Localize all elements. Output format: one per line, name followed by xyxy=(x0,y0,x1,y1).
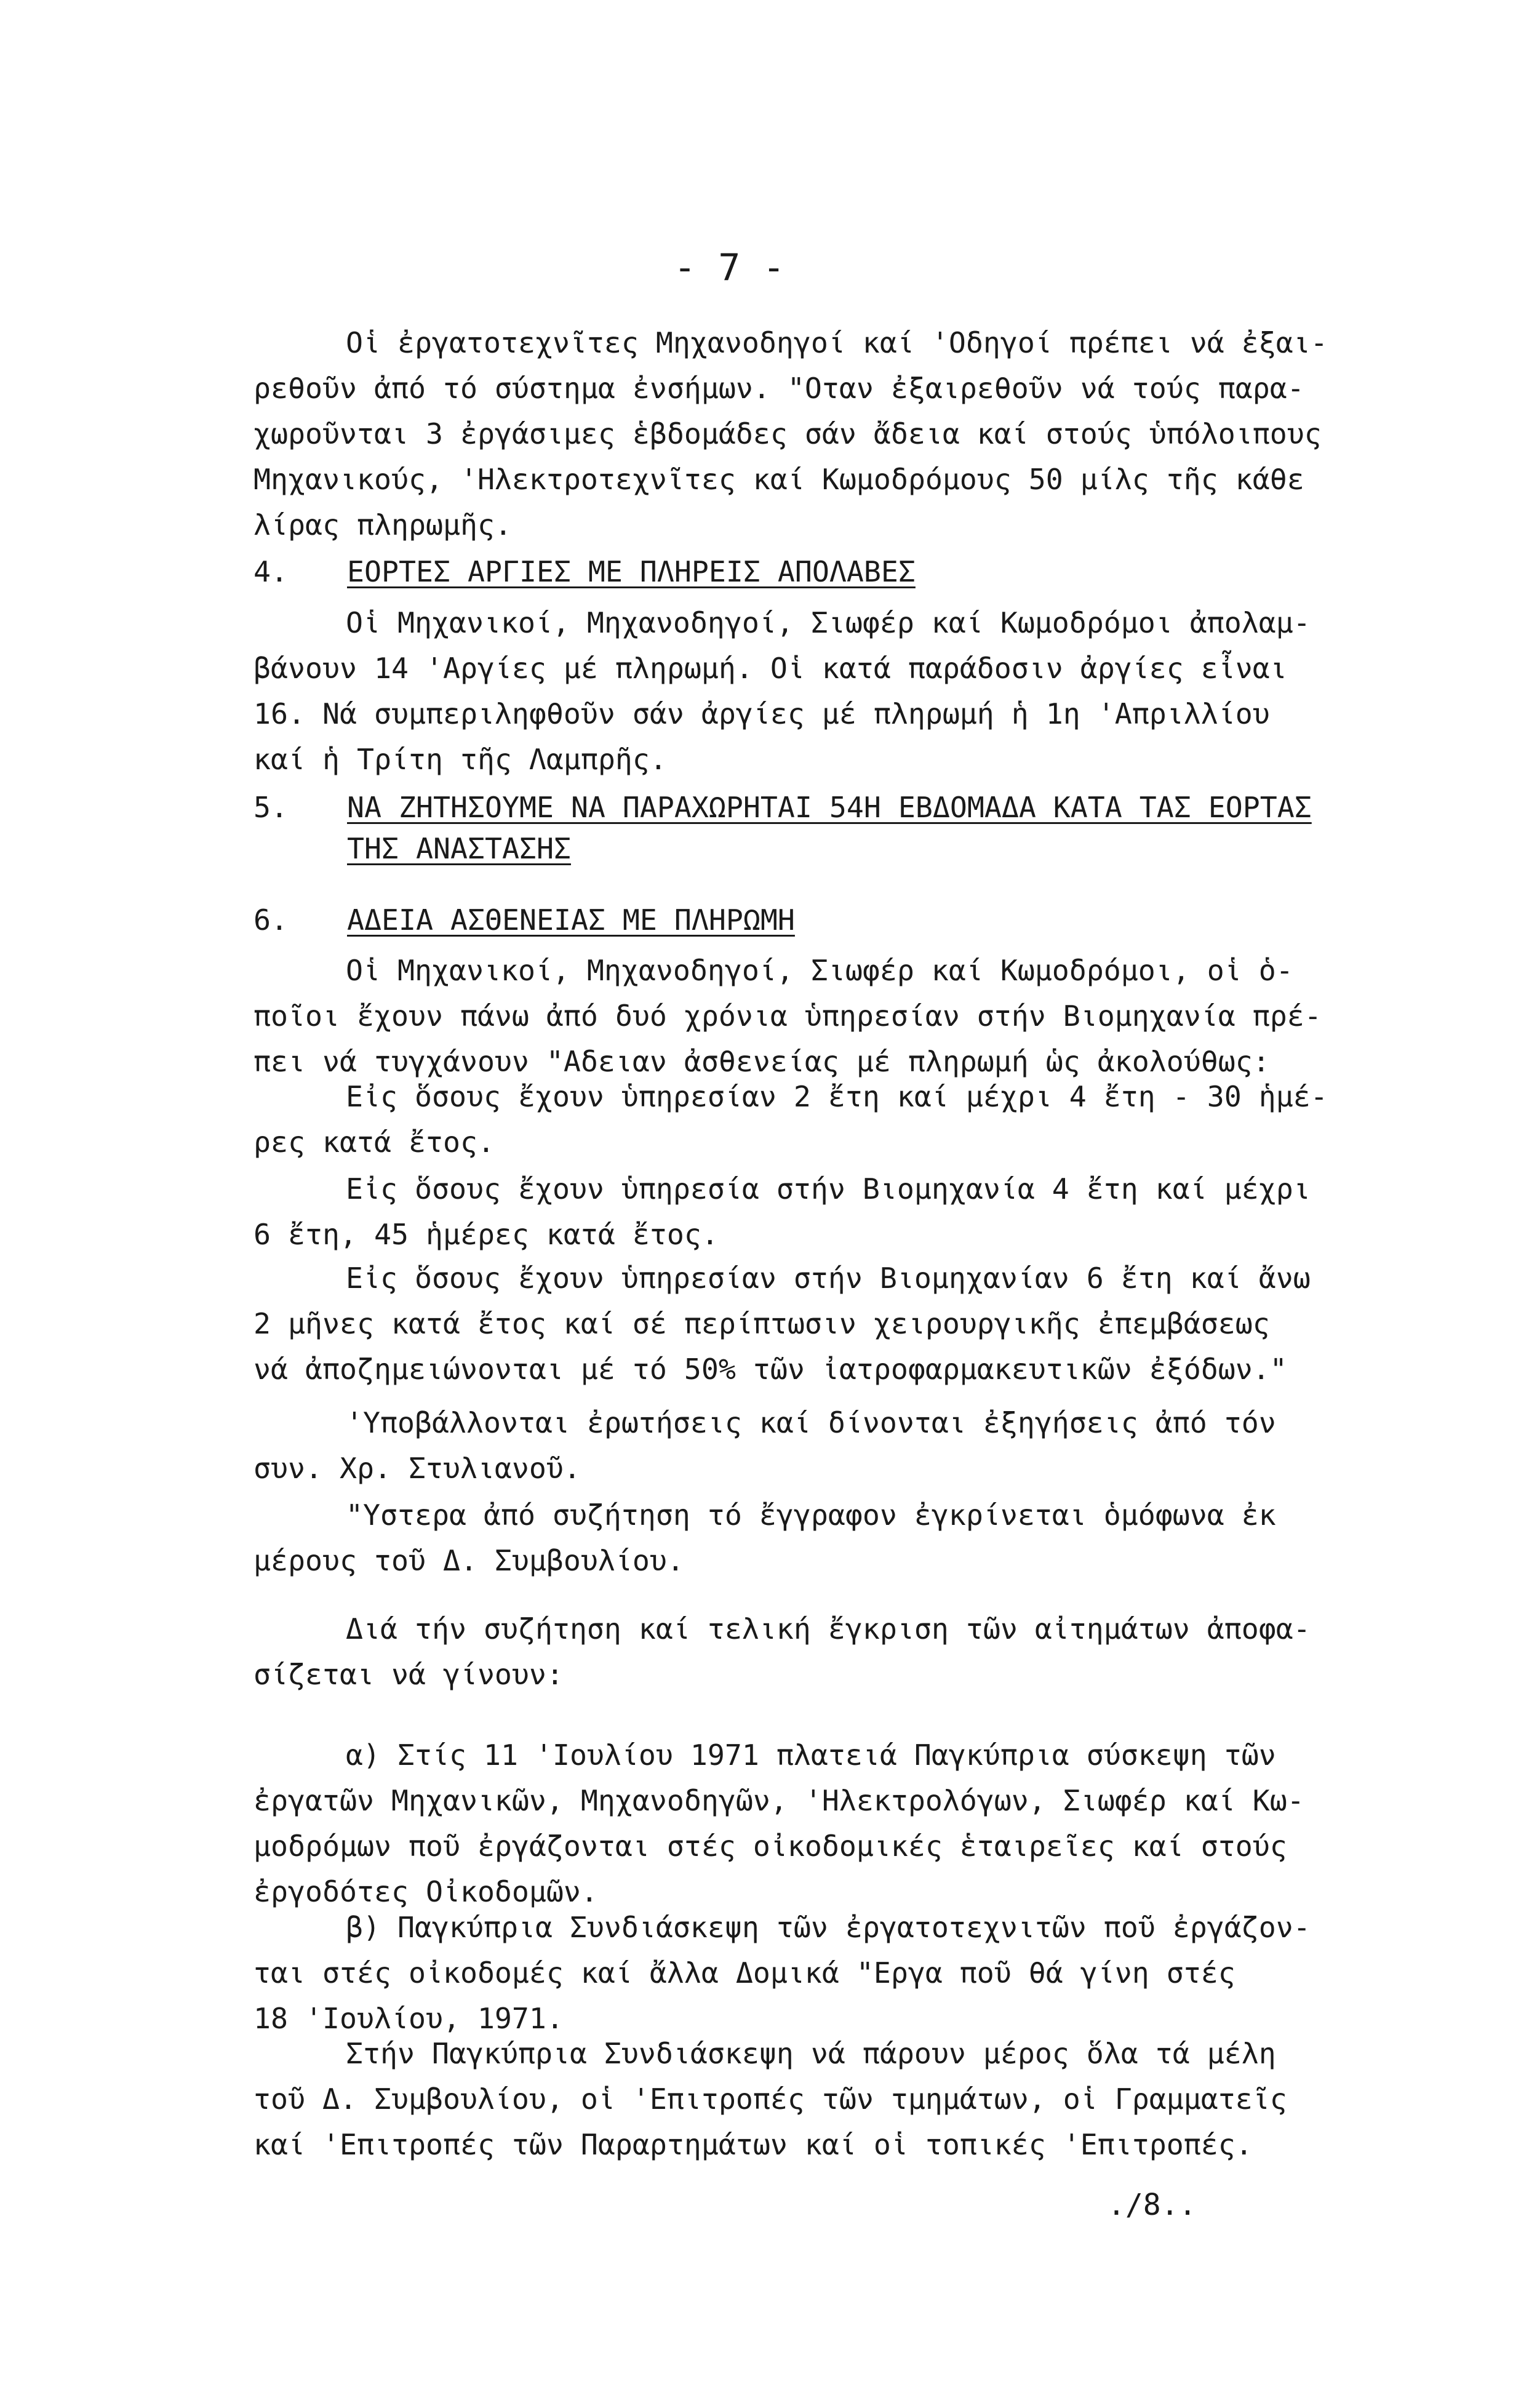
text-line: Οἱ Μηχανικοί, Μηχανοδηγοί, Σιωφέρ καί Κωμοδρόμοι ἀπολαμ- xyxy=(346,606,1311,639)
paragraph-sick-leave-2-4-years xyxy=(253,1074,1410,1165)
text-line: 6 ἔτη, 45 ἡμέρες κατά ἔτος. xyxy=(253,1218,719,1251)
paragraph-final xyxy=(253,2031,1410,2167)
paragraph-item-a xyxy=(253,1732,1410,1914)
paragraph-sick-leave-6-years xyxy=(253,1255,1410,1392)
paragraph-questions xyxy=(253,1400,1410,1491)
paragraph-approval xyxy=(253,1492,1410,1583)
section-heading-4 xyxy=(253,549,916,594)
text-line: καί ἡ Τρίτη τῆς Λαμπρῆς. xyxy=(253,743,667,776)
paragraph-item-b xyxy=(253,1905,1410,2041)
section-heading-5 xyxy=(253,785,1312,830)
continuation-marker: ./8.. xyxy=(1108,2188,1197,2222)
text-line: βάνουν 14 'Αργίες μέ πληρωμή. Οἱ κατά παράδοσιν ἀργίες εἶναι xyxy=(253,652,1287,685)
text-line: Οἱ ἐργατοτεχνῖτες Μηχανοδηγοί καί 'Οδηγοί πρέπει νά ἐξαι- xyxy=(346,326,1328,359)
section-number: 6. xyxy=(253,903,288,937)
text-line: ται στές οἰκοδομές καί ἄλλα Δομικά "Εργα ποῦ θά γίνη στές xyxy=(253,1956,1236,1990)
text-line: μοδρόμων ποῦ ἐργάζονται στές οἰκοδομικές ἑταιρεῖες καί στούς xyxy=(253,1830,1287,1863)
paragraph-sick-leave-4-6-years xyxy=(253,1166,1410,1257)
text-line: ρεθοῦν ἀπό τό σύστημα ἐνσήμων. "Οταν ἐξαιρεθοῦν νά τούς παρα- xyxy=(253,372,1304,405)
section-title: ΕΟΡΤΕΣ ΑΡΓΙΕΣ ΜΕ ΠΛΗΡΕΙΣ ΑΠΟΛΑΒΕΣ xyxy=(347,555,916,588)
text-line: Εἰς ὅσους ἔχουν ὑπηρεσία στήν Βιομηχανία 4 ἔτη καί μέχρι xyxy=(346,1172,1311,1206)
section-number: 5. xyxy=(253,791,288,824)
text-line: μέρους τοῦ Δ. Συμβουλίου. xyxy=(253,1544,684,1577)
text-line: σίζεται νά γίνουν: xyxy=(253,1658,564,1691)
paragraph-sick-leave xyxy=(253,948,1410,1084)
text-line: λίρας πληρωμῆς. xyxy=(253,508,512,542)
text-line: α) Στίς 11 'Ιουλίου 1971 πλατειά Παγκύπρια σύσκεψη τῶν xyxy=(346,1738,1276,1772)
page-number: - 7 - xyxy=(674,246,785,289)
text-line: συν. Χρ. Στυλιανοῦ. xyxy=(253,1452,581,1485)
text-line: 16. Νά συμπεριληφθοῦν σάν ἀργίες μέ πληρωμή ἡ 1η 'Απριλλίου xyxy=(253,697,1270,730)
paragraph-holidays xyxy=(253,600,1410,782)
text-line: τοῦ Δ. Συμβουλίου, οἱ 'Επιτροπές τῶν τμημάτων, οἱ Γραμματεῖς xyxy=(253,2082,1287,2116)
text-line: Εἰς ὅσους ἔχουν ὑπηρεσίαν 2 ἔτη καί μέχρι 4 ἔτη - 30 ἡμέ- xyxy=(346,1080,1328,1113)
text-line: Οἱ Μηχανικοί, Μηχανοδηγοί, Σιωφέρ καί Κωμοδρόμοι, οἱ ὁ- xyxy=(346,954,1293,987)
text-line: ρες κατά ἔτος. xyxy=(253,1126,495,1159)
text-line: 2 μῆνες κατά ἔτος καί σέ περίπτωσιν χειρουργικῆς ἐπεμβάσεως xyxy=(253,1307,1270,1340)
text-line: ἐργοδότες Οἰκοδομῶν. xyxy=(253,1875,598,1908)
text-line: πει νά τυγχάνουν "Αδειαν ἀσθενείας μέ πληρωμή ὡς ἀκολούθως: xyxy=(253,1045,1270,1078)
text-line: καί 'Επιτροπές τῶν Παραρτημάτων καί οἱ τοπικές 'Επιτροπές. xyxy=(253,2128,1253,2161)
text-line: 18 'Ιουλίου, 1971. xyxy=(253,2002,564,2035)
text-line: ἐργατῶν Μηχανικῶν, Μηχανοδηγῶν, 'Ηλεκτρολόγων, Σιωφέρ καί Κω- xyxy=(253,1784,1304,1817)
paragraph-decision xyxy=(253,1606,1410,1697)
text-line: 'Υποβάλλονται ἐρωτήσεις καί δίνονται ἐξηγήσεις ἀπό τόν xyxy=(346,1406,1276,1439)
text-line: ποῖοι ἔχουν πάνω ἀπό δυό χρόνια ὑπηρεσίαν στήν Βιομηχανία πρέ- xyxy=(253,999,1322,1033)
text-line: Στήν Παγκύπρια Συνδιάσκεψη νά πάρουν μέρος ὅλα τά μέλη xyxy=(346,2037,1276,2070)
text-line: Διά τήν συζήτηση καί τελική ἔγκριση τῶν αἰτημάτων ἀποφα- xyxy=(346,1612,1311,1646)
section-number: 4. xyxy=(253,555,288,588)
text-line: χωροῦνται 3 ἐργάσιμες ἑβδομάδες σάν ἄδεια καί στούς ὑπόλοιπους xyxy=(253,417,1322,450)
section-title: ΑΔΕΙΑ ΑΣΘΕΝΕΙΑΣ ΜΕ ΠΛΗΡΩΜΗ xyxy=(347,903,795,937)
text-line: Εἰς ὅσους ἔχουν ὑπηρεσίαν στήν Βιομηχανίαν 6 ἔτη καί ἄνω xyxy=(346,1262,1311,1295)
text-line: Μηχανικούς, 'Ηλεκτροτεχνῖτες καί Κωμοδρόμους 50 μίλς τῆς κάθε xyxy=(253,463,1304,496)
text-line: νά ἀποζημειώνονται μέ τό 50% τῶν ἰατροφαρμακευτικῶν ἐξόδων." xyxy=(253,1353,1287,1386)
section-heading-6 xyxy=(253,897,795,943)
section-heading-5-continued xyxy=(347,826,571,871)
section-title-line-1: ΝΑ ΖΗΤΗΣΟΥΜΕ ΝΑ ΠΑΡΑΧΩΡΗΤΑΙ 54Η ΕΒΔΟΜΑΔΑ ΚΑΤΑ ΤΑΣ ΕΟΡΤΑΣ xyxy=(347,791,1312,824)
text-line: β) Παγκύπρια Συνδιάσκεψη τῶν ἐργατοτεχνιτῶν ποῦ ἐργάζον- xyxy=(346,1911,1311,1944)
text-line: "Υστερα ἀπό συζήτηση τό ἔγγραφον ἐγκρίνεται ὁμόφωνα ἐκ xyxy=(346,1498,1276,1532)
section-title-line-2: ΤΗΣ ΑΝΑΣΤΑΣΗΣ xyxy=(347,832,571,865)
paragraph-intro xyxy=(253,320,1410,548)
